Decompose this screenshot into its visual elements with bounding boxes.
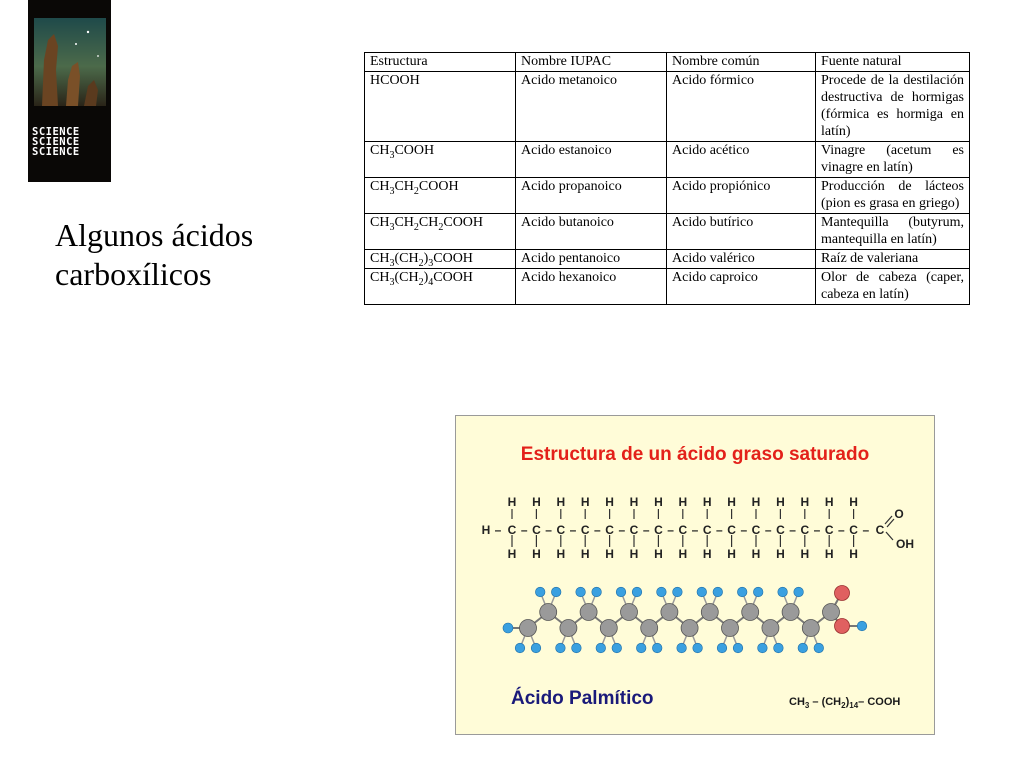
structure-text: ) bbox=[423, 270, 429, 285]
hydrogen-ball bbox=[778, 587, 788, 597]
hydrogen-ball bbox=[551, 587, 561, 597]
hydrogen-atom-label: H bbox=[751, 495, 761, 509]
hydrogen-atom-label: H bbox=[800, 495, 810, 509]
carbon-atom-label: C bbox=[556, 523, 566, 537]
oxygen-ball bbox=[835, 586, 850, 601]
hydrogen-atom-label: H bbox=[556, 547, 566, 561]
carbon-ball bbox=[661, 604, 678, 621]
hydrogen-atom-label: H bbox=[629, 547, 639, 561]
carbon-ball bbox=[823, 604, 840, 621]
hydrogen-atom-label: H bbox=[481, 523, 491, 537]
structure-subscript: 3 bbox=[389, 257, 395, 269]
natural-source-cell: Producción de lácteos (pion es grasa en griego) bbox=[816, 178, 970, 214]
carbon-ball bbox=[722, 620, 739, 637]
hydrogen-atom-label: H bbox=[849, 495, 858, 509]
hydrogen-ball bbox=[632, 587, 642, 597]
carbon-atom-label: C bbox=[629, 523, 639, 537]
bond-label: – bbox=[494, 523, 502, 537]
slide-title-line: carboxílicos bbox=[55, 256, 212, 292]
carbon-atom-label: C bbox=[751, 523, 761, 537]
structure-subscript: 4 bbox=[428, 276, 434, 288]
bond-label: – bbox=[862, 523, 870, 537]
iupac-name-cell: Acido propanoico bbox=[516, 178, 667, 214]
natural-source-cell: Procede de la destilación destructiva de hormigas (fórmica es hormiga en latín) bbox=[816, 72, 970, 142]
common-name-cell: Acido butírico bbox=[667, 214, 816, 250]
hydrogen-atom-label: H bbox=[580, 495, 590, 509]
hydrogen-ball bbox=[652, 643, 662, 653]
hydrogen-atom-label: H bbox=[824, 495, 834, 509]
carbon-ball bbox=[600, 620, 617, 637]
carbon-atom-label: C bbox=[507, 523, 517, 537]
carbon-ball bbox=[742, 604, 759, 621]
bond-label: – bbox=[520, 523, 528, 537]
formula-subscript: 14 bbox=[849, 701, 859, 711]
structure-subscript: 2 bbox=[413, 185, 419, 197]
formula-subscript: 3 bbox=[804, 701, 810, 711]
iupac-name-cell: Acido hexanoico bbox=[516, 269, 667, 305]
hydrogen-atom-label: H bbox=[849, 547, 858, 561]
structure-subscript: 3 bbox=[389, 276, 395, 288]
hydrogen-ball bbox=[636, 643, 646, 653]
bond-label: – bbox=[813, 523, 821, 537]
structure-text: CH bbox=[418, 215, 439, 230]
figure-title: Estructura de un ácido graso saturado bbox=[520, 444, 870, 465]
hydrogen-ball bbox=[753, 587, 763, 597]
hydrogen-ball bbox=[737, 587, 747, 597]
formula-text: ) bbox=[845, 696, 850, 708]
iupac-name-cell: Acido estanoico bbox=[516, 142, 667, 178]
hydrogen-ball bbox=[572, 643, 582, 653]
carbon-ball bbox=[802, 620, 819, 637]
hydrogen-atom-label: H bbox=[800, 547, 810, 561]
structure-cell bbox=[365, 142, 516, 178]
natural-source-cell: Mantequilla (butyrum, mantequilla en latín) bbox=[816, 214, 970, 250]
formula-text: CH bbox=[789, 696, 805, 708]
hydrogen-atom-label: H bbox=[507, 495, 517, 509]
hydrogen-atom-label: H bbox=[776, 547, 785, 561]
logo-word: SCIENCE bbox=[32, 126, 80, 138]
structure-subscript: 3 bbox=[389, 221, 395, 233]
common-name-cell: Acido acético bbox=[667, 142, 816, 178]
nebula-image-icon bbox=[28, 0, 111, 110]
structure-cell bbox=[365, 178, 516, 214]
slide-title bbox=[55, 216, 315, 294]
hydrogen-atom-label: H bbox=[605, 495, 614, 509]
table-body bbox=[365, 72, 970, 305]
slide-title-line: Algunos ácidos bbox=[55, 217, 254, 253]
table-row bbox=[365, 269, 970, 305]
hydrogen-ball bbox=[616, 587, 626, 597]
carbon-atom-label: C bbox=[532, 523, 541, 537]
carbon-ball bbox=[540, 604, 557, 621]
hydrogen-atom-label: H bbox=[776, 495, 785, 509]
logo-wordmark bbox=[32, 127, 107, 157]
carbon-ball bbox=[782, 604, 799, 621]
logo-word: SCIENCE bbox=[32, 136, 80, 148]
hydrogen-ball bbox=[758, 643, 768, 653]
carbon-ball bbox=[621, 604, 638, 621]
bond-label: – bbox=[667, 523, 674, 537]
table-row bbox=[365, 72, 970, 142]
molecule-name: Ácido Palmítico bbox=[511, 688, 654, 709]
oxygen-ball bbox=[835, 619, 850, 634]
bond-label: – bbox=[789, 523, 796, 537]
carbon-atom-label: C bbox=[849, 523, 858, 537]
fatty-acid-figure bbox=[455, 415, 935, 735]
hydrogen-ball bbox=[592, 587, 602, 597]
carbon-ball bbox=[560, 620, 577, 637]
iupac-name-cell: Acido pentanoico bbox=[516, 250, 667, 269]
bond-label: – bbox=[618, 523, 626, 537]
carboxyl-carbon-label: C bbox=[875, 523, 885, 537]
carbon-atom-label: C bbox=[824, 523, 834, 537]
bond-line bbox=[886, 532, 893, 540]
carbon-ball bbox=[641, 620, 658, 637]
structure-text: HCOOH bbox=[370, 73, 420, 88]
condensed-formula bbox=[789, 696, 900, 710]
column-header: Estructura bbox=[365, 53, 516, 72]
carbon-atom-label: C bbox=[678, 523, 688, 537]
column-header: Nombre común bbox=[667, 53, 816, 72]
bond-label: – bbox=[764, 523, 772, 537]
carbon-atom-label: C bbox=[776, 523, 785, 537]
natural-source-cell: Olor de cabeza (caper, cabeza en latín) bbox=[816, 269, 970, 305]
formula-text: – COOH bbox=[858, 696, 901, 708]
structural-formula bbox=[456, 494, 934, 562]
natural-source-cell: Vinagre (acetum es vinagre en latín) bbox=[816, 142, 970, 178]
bond-label: – bbox=[716, 523, 723, 537]
hydrogen-atom-label: H bbox=[678, 495, 688, 509]
carbon-atom-label: C bbox=[800, 523, 810, 537]
bond-label: – bbox=[642, 523, 650, 537]
structure-text: COOH bbox=[418, 179, 459, 194]
bond-label: – bbox=[740, 523, 748, 537]
structure-cell bbox=[365, 250, 516, 269]
carbon-ball bbox=[762, 620, 779, 637]
ball-and-stick-model bbox=[456, 584, 934, 664]
hydrogen-ball bbox=[717, 643, 727, 653]
hydrogen-ball bbox=[713, 587, 723, 597]
structure-text: CH bbox=[370, 215, 390, 230]
hydrogen-atom-label: H bbox=[556, 495, 566, 509]
carbon-ball bbox=[701, 604, 718, 621]
hydrogen-atom-label: H bbox=[654, 495, 663, 509]
structure-subscript: 2 bbox=[438, 221, 444, 233]
oxygen-atom-label: O bbox=[894, 507, 904, 521]
hydrogen-atom-label: H bbox=[727, 547, 736, 561]
structure-text: CH bbox=[394, 179, 414, 194]
common-name-cell: Acido caproico bbox=[667, 269, 816, 305]
structure-text: CH bbox=[370, 179, 390, 194]
bond-label: – bbox=[838, 523, 845, 537]
hydrogen-atom-label: H bbox=[678, 547, 688, 561]
carbon-ball bbox=[681, 620, 698, 637]
hydrogen-ball bbox=[503, 623, 513, 633]
carbon-atom-label: C bbox=[605, 523, 614, 537]
bond-label: – bbox=[545, 523, 552, 537]
structure-cell bbox=[365, 214, 516, 250]
bond-label: – bbox=[594, 523, 601, 537]
hydrogen-ball bbox=[535, 587, 545, 597]
hydrogen-ball bbox=[677, 643, 687, 653]
hydrogen-atom-label: H bbox=[702, 547, 712, 561]
hydrogen-atom-label: H bbox=[507, 547, 517, 561]
structure-text: CH bbox=[394, 215, 414, 230]
hydrogen-ball bbox=[814, 643, 824, 653]
carbon-atom-label: C bbox=[580, 523, 590, 537]
structure-subscript: 3 bbox=[389, 149, 395, 161]
carbon-ball bbox=[580, 604, 597, 621]
structure-text: COOH bbox=[433, 251, 473, 266]
table-row bbox=[365, 142, 970, 178]
hydrogen-atom-label: H bbox=[751, 547, 761, 561]
structure-text: CH bbox=[370, 143, 390, 158]
carbon-atom-label: C bbox=[654, 523, 663, 537]
structure-cell bbox=[365, 269, 516, 305]
carboxylic-acids-table bbox=[364, 52, 970, 305]
hydrogen-atom-label: H bbox=[580, 547, 590, 561]
hydrogen-ball bbox=[612, 643, 622, 653]
hydrogen-atom-label: H bbox=[654, 547, 663, 561]
formula-subscript: 2 bbox=[841, 701, 846, 711]
hydrogen-atom-label: H bbox=[727, 495, 736, 509]
hydroxyl-label: OH bbox=[896, 537, 914, 551]
common-name-cell: Acido valérico bbox=[667, 250, 816, 269]
bond-label: – bbox=[569, 523, 577, 537]
structure-text: CH bbox=[370, 251, 390, 266]
hydrogen-ball bbox=[657, 587, 667, 597]
logo-word: SCIENCE bbox=[32, 146, 80, 158]
hydrogen-ball bbox=[733, 643, 743, 653]
hydrogen-atom-label: H bbox=[629, 495, 639, 509]
hydrogen-ball bbox=[673, 587, 683, 597]
structure-subscript: 2 bbox=[418, 257, 424, 269]
table-row bbox=[365, 214, 970, 250]
carbon-atom-label: C bbox=[727, 523, 736, 537]
structure-text: (CH bbox=[394, 251, 419, 266]
formula-text: – (CH bbox=[809, 696, 842, 708]
hydrogen-ball bbox=[798, 643, 808, 653]
hydrogen-ball bbox=[857, 621, 867, 631]
hydrogen-ball bbox=[596, 643, 606, 653]
structure-subscript: 2 bbox=[418, 276, 424, 288]
hydrogen-atom-label: H bbox=[824, 547, 834, 561]
hydrogen-atom-label: H bbox=[532, 547, 541, 561]
common-name-cell: Acido fórmico bbox=[667, 72, 816, 142]
column-header: Fuente natural bbox=[816, 53, 970, 72]
structure-text: COOH bbox=[433, 270, 473, 285]
hydrogen-atom-label: H bbox=[702, 495, 712, 509]
table-header-row bbox=[365, 53, 970, 72]
table-row bbox=[365, 178, 970, 214]
structure-subscript: 3 bbox=[428, 257, 434, 269]
table-row bbox=[365, 250, 970, 269]
hydrogen-ball bbox=[576, 587, 586, 597]
iupac-name-cell: Acido butanoico bbox=[516, 214, 667, 250]
science-logo bbox=[28, 0, 111, 182]
natural-source-cell: Raíz de valeriana bbox=[816, 250, 970, 269]
hydrogen-ball bbox=[515, 643, 525, 653]
structure-subscript: 2 bbox=[413, 221, 419, 233]
hydrogen-ball bbox=[556, 643, 566, 653]
hydrogen-ball bbox=[693, 643, 703, 653]
hydrogen-ball bbox=[774, 643, 784, 653]
hydrogen-ball bbox=[531, 643, 541, 653]
structure-text: ) bbox=[423, 251, 429, 266]
hydrogen-ball bbox=[697, 587, 707, 597]
structure-text: CH bbox=[370, 270, 390, 285]
structure-cell bbox=[365, 72, 516, 142]
carbon-atom-label: C bbox=[702, 523, 712, 537]
structure-text: (CH bbox=[394, 270, 419, 285]
iupac-name-cell: Acido metanoico bbox=[516, 72, 667, 142]
hydrogen-atom-label: H bbox=[605, 547, 614, 561]
structure-subscript: 3 bbox=[389, 185, 395, 197]
structure-text: COOH bbox=[394, 143, 435, 158]
bond-label: – bbox=[691, 523, 699, 537]
hydrogen-ball bbox=[794, 587, 804, 597]
carbon-ball bbox=[520, 620, 537, 637]
column-header: Nombre IUPAC bbox=[516, 53, 667, 72]
common-name-cell: Acido propiónico bbox=[667, 178, 816, 214]
structure-text: COOH bbox=[443, 215, 484, 230]
hydrogen-atom-label: H bbox=[532, 495, 541, 509]
